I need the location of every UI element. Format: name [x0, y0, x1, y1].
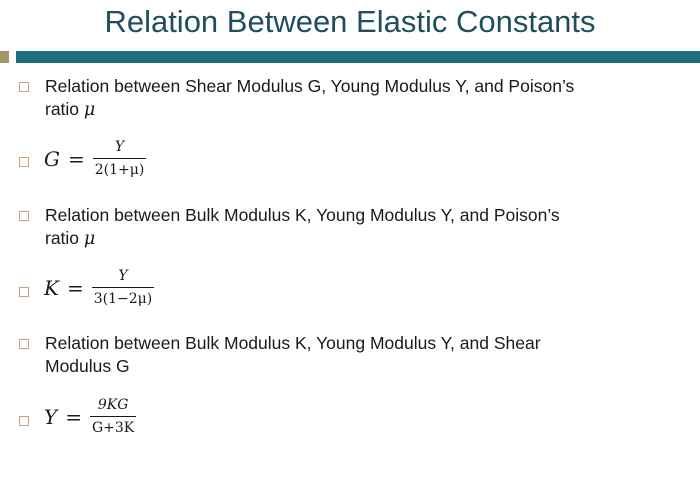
title-accent-square	[0, 51, 9, 63]
formula-denominator: 2(1+μ)	[94, 162, 145, 178]
formula-lhs: G	[44, 146, 60, 171]
bullet-text-line: Modulus G	[45, 356, 130, 376]
formula-fraction	[92, 268, 154, 307]
formula-numerator: Y	[118, 268, 128, 284]
bullet-text-line: Relation between Shear Modulus G, Young Modulus Y, and Poison’s	[45, 76, 575, 96]
bullet-square-icon	[19, 82, 29, 92]
formula-bulk-modulus	[44, 268, 154, 307]
formula-shear-modulus	[44, 139, 146, 178]
formula-numerator: 9KG	[97, 397, 129, 413]
formula-equals: =	[67, 146, 85, 171]
formula-lhs: Y	[44, 404, 58, 429]
slide-title: Relation Between Elastic Constants	[104, 4, 596, 39]
bullet-text-line: Relation between Bulk Modulus K, Young Modulus Y, and Shear	[45, 333, 541, 353]
bullet-square-icon	[19, 157, 29, 167]
mu-symbol: μ	[83, 100, 96, 120]
bullet-square-icon	[19, 211, 29, 221]
formula-equals: =	[65, 404, 82, 429]
bullet-text-shear-relation	[45, 75, 574, 122]
formula-equals: =	[66, 275, 84, 300]
formula-fraction	[93, 139, 147, 178]
formula-fraction	[90, 397, 136, 436]
bullet-text-young-relation	[45, 332, 541, 378]
formula-denominator: 3(1−2μ)	[93, 291, 153, 307]
bullet-square-icon	[19, 416, 29, 426]
bullet-square-icon	[19, 287, 29, 297]
bullet-text-line: ratio μ	[45, 99, 96, 120]
bullet-text-line: ratio μ	[45, 228, 96, 249]
title-underline-bar	[16, 51, 700, 63]
bullet-text-line: Relation between Bulk Modulus K, Young Modulus Y, and Poison’s	[45, 205, 560, 225]
mu-symbol: μ	[83, 229, 96, 249]
formula-numerator: Y	[114, 139, 125, 155]
formula-denominator: G+3K	[91, 420, 135, 436]
formula-lhs: K	[44, 275, 59, 300]
bullet-text-bulk-relation	[45, 204, 560, 251]
bullet-square-icon	[19, 339, 29, 349]
formula-young-modulus	[44, 397, 136, 436]
